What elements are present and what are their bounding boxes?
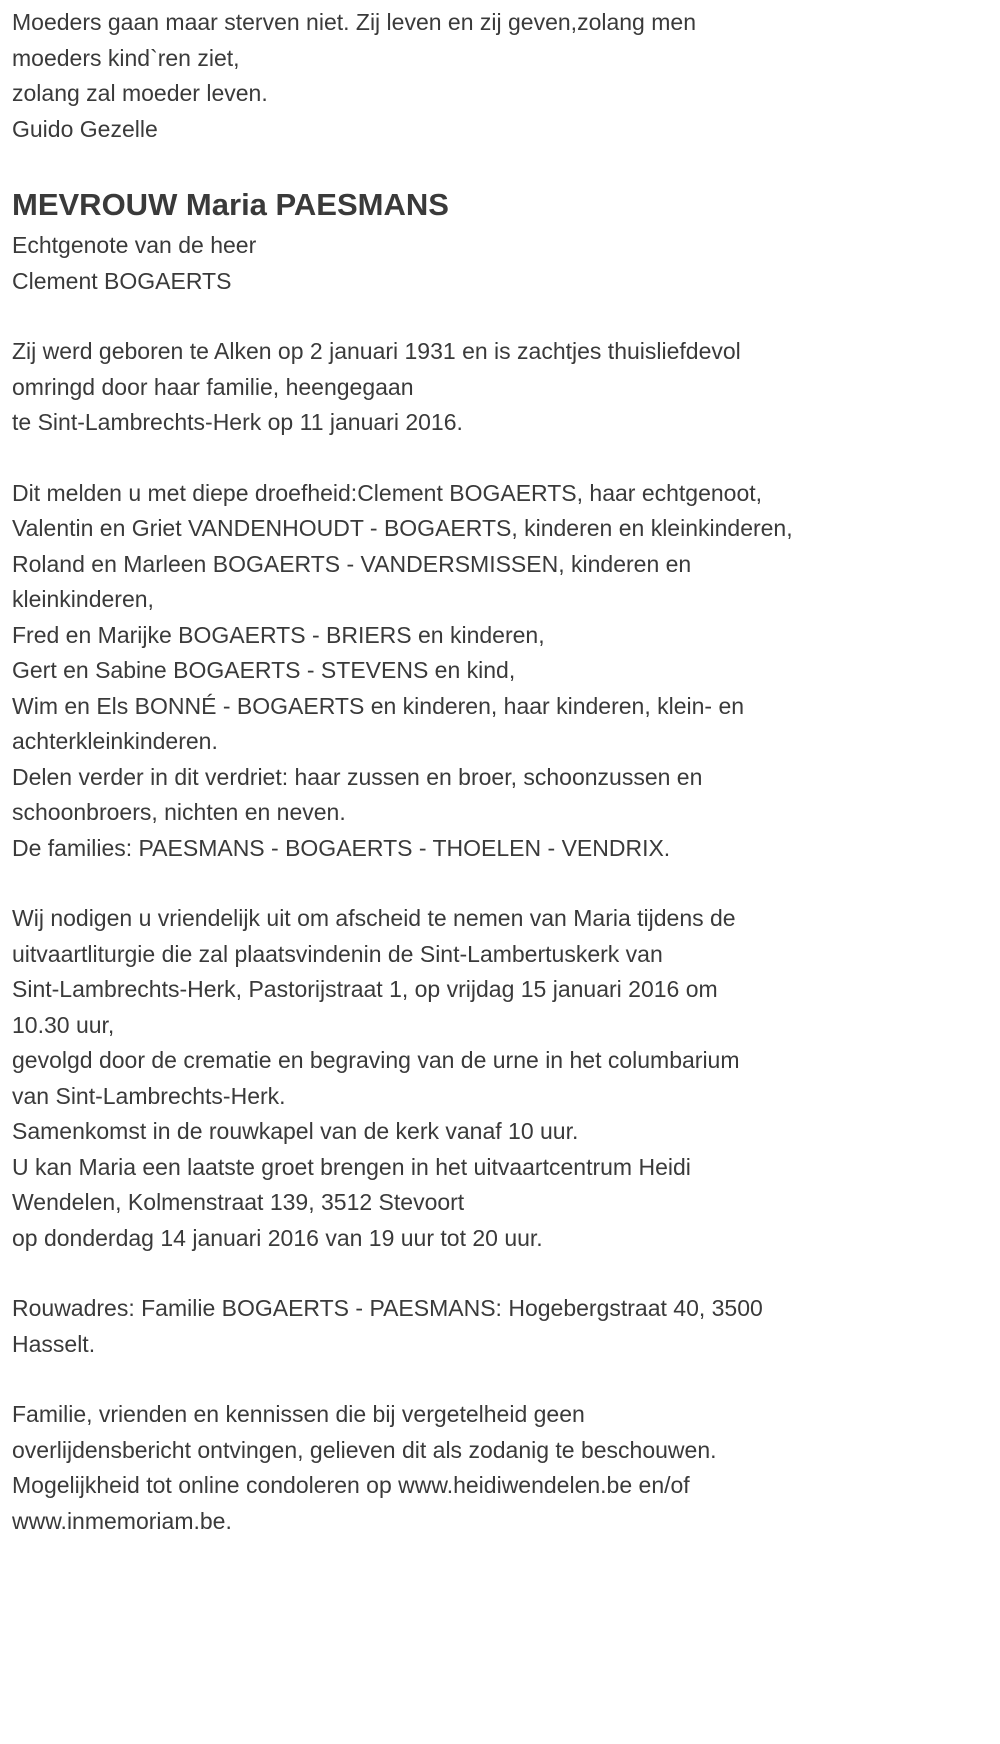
paragraph-mourning-address <box>12 1291 988 1362</box>
text-line: achterkleinkinderen. <box>12 728 218 754</box>
text-line: Zij werd geboren te Alken op 2 januari 1931 en is zachtjes thuisliefdevol <box>12 338 741 364</box>
text-line: Guido Gezelle <box>12 115 158 142</box>
text-line: schoonbroers, nichten en neven. <box>12 799 346 825</box>
poem-quote <box>12 5 988 147</box>
text-line: Valentin en Griet VANDENHOUDT - BOGAERTS, kinderen en kleinkinderen, <box>12 515 793 541</box>
paragraph-family-announcement <box>12 476 988 867</box>
deceased-name-title: MEVROUW Maria PAESMANS <box>12 187 449 222</box>
text-line: Rouwadres: Familie BOGAERTS - PAESMANS: Hogebergstraat 40, 3500 <box>12 1295 763 1321</box>
text-line: uitvaartliturgie die zal plaatsvindenin de Sint-Lambertuskerk van <box>12 940 663 967</box>
text-line: www.inmemoriam.be. <box>12 1507 232 1534</box>
text-line: omringd door haar familie, heengegaan <box>12 373 414 400</box>
text-line: Dit melden u met diepe droefheid:Clement BOGAERTS, haar echtgenoot, <box>12 479 763 506</box>
text-line: Mogelijkheid tot online condoleren op www.heidiwendelen.be en/of <box>12 1472 690 1498</box>
text-line: kleinkinderen, <box>12 586 154 612</box>
text-line: Hasselt. <box>12 1330 96 1357</box>
paragraph-funeral-details <box>12 901 988 1256</box>
text-line: Gert en Sabine BOGAERTS - STEVENS en kind, <box>12 657 516 683</box>
text-line: van Sint-Lambrechts-Herk. <box>12 1082 286 1109</box>
text-line: Fred en Marijke BOGAERTS - BRIERS en kinderen, <box>12 621 545 648</box>
text-line: Familie, vrienden en kennissen die bij vergetelheid geen <box>12 1401 585 1427</box>
paragraph-birth-death <box>12 334 988 441</box>
text-line: Clement BOGAERTS <box>12 267 232 294</box>
text-line: Roland en Marleen BOGAERTS - VANDERSMISSEN, kinderen en <box>12 550 692 577</box>
text-line: Sint-Lambrechts-Herk, Pastorijstraat 1, op vrijdag 15 januari 2016 om <box>12 976 718 1002</box>
text-line: gevolgd door de crematie en begraving van de urne in het columbarium <box>12 1047 740 1073</box>
text-line: 10.30 uur, <box>12 1011 115 1038</box>
text-line: Delen verder in dit verdriet: haar zussen en broer, schoonzussen en <box>12 763 703 790</box>
text-line: Wij nodigen u vriendelijk uit om afscheid te nemen van Maria tijdens de <box>12 905 736 931</box>
paragraph-closing-notice <box>12 1397 988 1539</box>
text-line: zolang zal moeder leven. <box>12 80 268 106</box>
text-line: moeders kind`ren ziet, <box>12 44 240 71</box>
text-line: overlijdensbericht ontvingen, gelieven dit als zodanig te beschouwen. <box>12 1436 717 1463</box>
deceased-subtitle <box>12 228 988 299</box>
text-line: Wim en Els BONNÉ - BOGAERTS en kinderen, haar kinderen, klein- en <box>12 692 745 719</box>
text-line: De families: PAESMANS - BOGAERTS - THOELEN - VENDRIX. <box>12 834 671 861</box>
text-line: Moeders gaan maar sterven niet. Zij leven en zij geven,zolang men <box>12 9 696 35</box>
text-line: Echtgenote van de heer <box>12 232 257 258</box>
text-line: op donderdag 14 januari 2016 van 19 uur tot 20 uur. <box>12 1224 543 1251</box>
deceased-header <box>12 182 988 299</box>
text-line: Wendelen, Kolmenstraat 139, 3512 Stevoort <box>12 1189 465 1215</box>
text-line: U kan Maria een laatste groet brengen in het uitvaartcentrum Heidi <box>12 1153 691 1180</box>
text-line: te Sint-Lambrechts-Herk op 11 januari 2016. <box>12 409 463 435</box>
text-line: Samenkomst in de rouwkapel van de kerk vanaf 10 uur. <box>12 1118 579 1144</box>
